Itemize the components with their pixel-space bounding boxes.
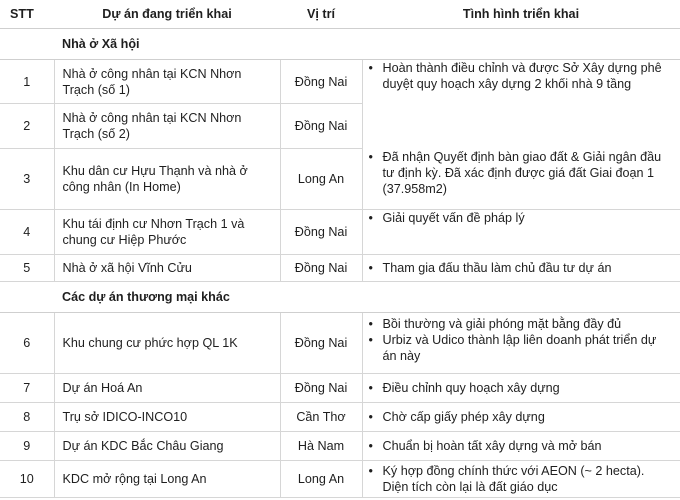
row-status [362,461,680,498]
status-list [363,149,680,197]
row-stt: 8 [0,403,54,432]
table-row [0,461,680,498]
row-status [362,374,680,403]
row-project-name: Trụ sở IDICO-INCO10 [54,403,280,432]
section-spacer [0,282,54,313]
row-status [362,255,680,282]
row-location: Đồng Nai [280,60,362,104]
status-bullet: • Điều chỉnh quy hoạch xây dựng [363,380,680,396]
row-project-name: Nhà ở công nhân tại KCN Nhơn Trạch (số 2) [54,104,280,149]
table-row [0,210,680,255]
status-list [363,210,680,226]
table-row [0,60,680,104]
header-stt: STT [0,0,54,29]
section-title-social: Nhà ở Xã hội [54,29,680,60]
row-stt: 7 [0,374,54,403]
row-status [362,149,680,210]
status-list [363,380,680,396]
row-location: Đồng Nai [280,374,362,403]
row-status [362,60,680,104]
row-stt: 9 [0,432,54,461]
row-status [362,210,680,255]
row-location: Long An [280,461,362,498]
row-status [362,432,680,461]
status-list [363,313,680,364]
row-stt: 10 [0,461,54,498]
row-location: Long An [280,149,362,210]
row-project-name: Nhà ở xã hội Vĩnh Cửu [54,255,280,282]
header-status: Tình hình triển khai [362,0,680,29]
section-row-social [0,29,680,60]
row-stt: 6 [0,313,54,374]
status-bullet: • Bồi thường và giải phóng mặt bằng đầy đủ [363,316,680,332]
row-project-name: Dự án Hoá An [54,374,280,403]
row-location: Đồng Nai [280,255,362,282]
row-stt: 3 [0,149,54,210]
row-stt: 1 [0,60,54,104]
status-bullet: • Giải quyết vấn đề pháp lý [363,210,680,226]
status-bullet: • Hoàn thành điều chỉnh và được Sở Xây dựng phê duyệt quy hoạch xây dựng 2 khối nhà 9 tầng [363,60,680,92]
row-stt: 5 [0,255,54,282]
table-row [0,374,680,403]
row-location: Đồng Nai [280,313,362,374]
section-row-commercial [0,282,680,313]
status-bullet: • Urbiz và Udico thành lập liên doanh phát triển dự án này [363,332,680,364]
table-row [0,432,680,461]
header-project: Dự án đang triển khai [54,0,280,29]
row-status [362,403,680,432]
row-project-name: KDC mở rộng tại Long An [54,461,280,498]
table-row [0,313,680,374]
row-status [362,313,680,374]
row-location: Hà Nam [280,432,362,461]
header-location: Vị trí [280,0,362,29]
status-bullet: • Ký hợp đồng chính thức với AEON (~ 2 hecta). Diện tích còn lại là đất giáo dục [363,463,680,495]
table-row [0,255,680,282]
row-project-name: Khu tái định cư Nhơn Trạch 1 và chung cư Hiệp Phước [54,210,280,255]
row-project-name: Khu dân cư Hựu Thạnh và nhà ở công nhân (In Home) [54,149,280,210]
status-list [363,60,680,92]
row-location: Cần Thơ [280,403,362,432]
status-bullet: • Đã nhận Quyết định bàn giao đất & Giải ngân đầu tư định kỳ. Đã xác định được giá đất Giai đoạn 1 (37.958m2) [363,149,680,197]
table-header-row [0,0,680,29]
row-stt: 4 [0,210,54,255]
row-project-name: Dự án KDC Bắc Châu Giang [54,432,280,461]
status-list [363,260,680,276]
section-spacer [0,29,54,60]
row-stt: 2 [0,104,54,149]
row-location: Đồng Nai [280,210,362,255]
status-bullet: • Chờ cấp giấy phép xây dựng [363,409,680,425]
row-status [362,104,680,149]
status-list [363,438,680,454]
row-location: Đồng Nai [280,104,362,149]
status-list [363,463,680,495]
table-row [0,104,680,149]
section-title-commercial: Các dự án thương mại khác [54,282,680,313]
table-row [0,149,680,210]
status-bullet: • Chuẩn bị hoàn tất xây dựng và mở bán [363,438,680,454]
row-project-name: Khu chung cư phức hợp QL 1K [54,313,280,374]
status-list [363,409,680,425]
row-project-name: Nhà ở công nhân tại KCN Nhơn Trạch (số 1) [54,60,280,104]
table-row [0,403,680,432]
status-bullet: • Tham gia đấu thầu làm chủ đầu tư dự án [363,260,680,276]
